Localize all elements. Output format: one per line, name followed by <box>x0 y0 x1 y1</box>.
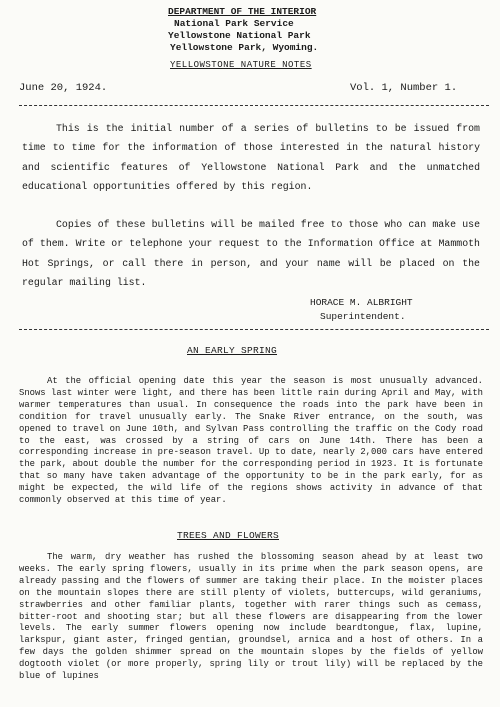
location-line: Yellowstone Park, Wyoming. <box>170 42 319 53</box>
intro-paragraph-2: Copies of these bulletins will be mailed free to those who can make use of them. Write or telephone your request to the Information Office at Mammoth Hot Springs, or call there in person, and your name will be placed on the regular mailing list. <box>22 219 480 289</box>
section-heading-trees-flowers: TREES AND FLOWERS <box>177 530 280 541</box>
divider-top <box>19 105 489 106</box>
divider-middle <box>19 329 489 330</box>
series-title: YELLOWSTONE NATURE NOTES <box>170 60 312 70</box>
service-line: National Park Service <box>174 18 294 29</box>
signature-name: HORACE M. ALBRIGHT <box>310 297 413 308</box>
early-spring-body: At the official opening date this year the season is most unusually advanced. Snows last winter were light, and there has been little rain during April and May, with warmer temperatures than usual. In consequence the roads into the park have been in condition for travel unusually early. The Snake River entrance, on the south, was opened to travel on June 10th, and Sylvan Pass controlling the traffic on the Cody road to the east, was crossed by a string of cars on June 14th. There has been a corresponding increase in pre-season travel. Up to date, nearly 2,000 cars have entered the park, about double the number for the corresponding period in 1923. It is fortunate that so many have taken advantage of the opportunity to be in the park early, for as might be expected, the wild life of the regions shows activity in advance of that commonly observed at this time of year. <box>19 376 483 506</box>
intro-paragraph-1: This is the initial number of a series of bulletins to be issued from time to time for the information of those interested in the natural history and scientific features of Yellowstone National Park and the unmatched educational opportunities offered by this region. <box>22 123 480 193</box>
department-line: DEPARTMENT OF THE INTERIOR <box>168 6 317 17</box>
letterhead <box>168 6 388 54</box>
signature-title: Superintendent. <box>320 311 406 322</box>
issue-volume: Vol. 1, Number 1. <box>350 82 458 94</box>
trees-flowers-body: The warm, dry weather has rushed the blossoming season ahead by at least two weeks. The early spring flowers, usually in its prime when the park season opens, are already passing and the flowers of summer are taking their place. In the moister places on the mountain slopes there are still plenty of violets, buttercups, wild geraniums, strawberries and other familiar plants, together with rarer things such as cemass, bitter-root and shooting star; but all these flowers are disappearing from the lower levels. The early summer flowers opening now include beardtongue, flax, lupine, larkspur, giant aster, fringed gentian, groundsel, arnica and a host of others. In a few days the golden shimmer spread on the mountain slopes by the fields of yellow dogtooth violet (or more properly, spring lily or trout lily) will be replaced by the blue of lupines <box>19 552 483 682</box>
issue-date: June 20, 1924. <box>19 82 108 94</box>
park-line: Yellowstone National Park <box>168 30 311 41</box>
section-heading-early-spring: AN EARLY SPRING <box>187 345 278 356</box>
